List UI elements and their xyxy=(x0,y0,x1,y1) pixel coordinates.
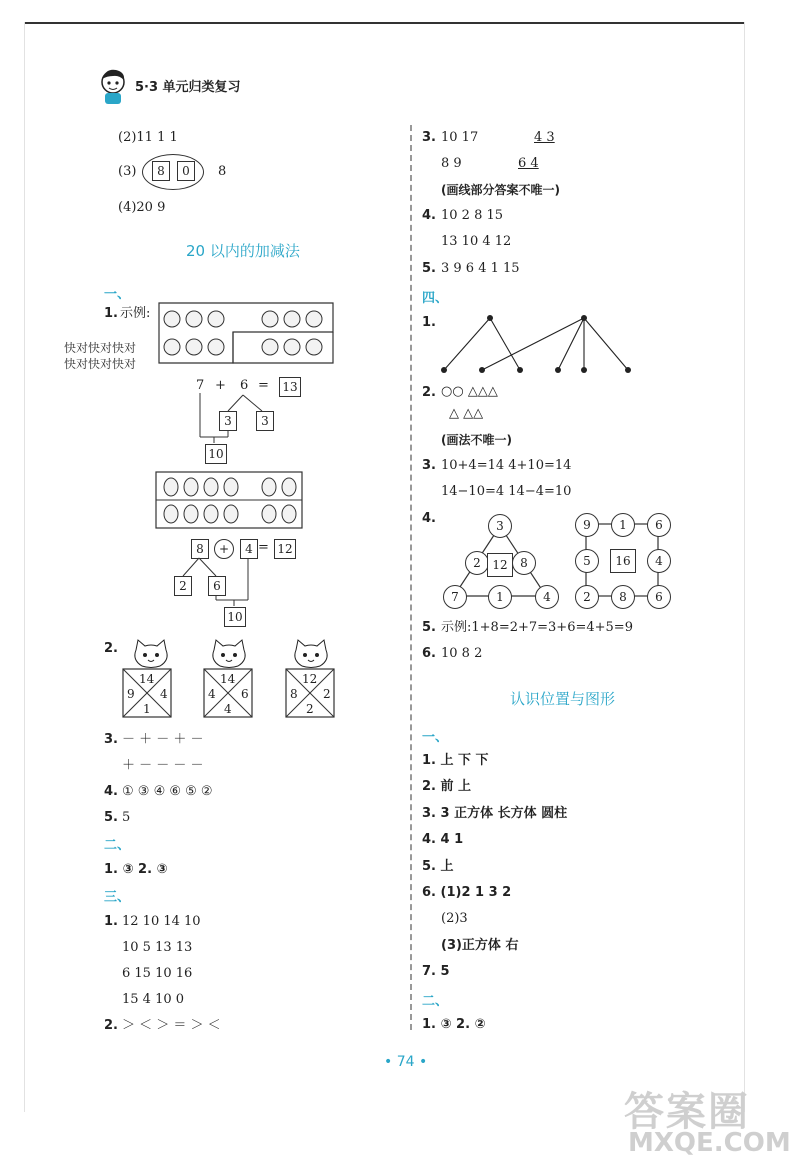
section-4-heading: 四、 xyxy=(422,291,449,306)
pear-frame-figure xyxy=(155,471,303,529)
q1-number: 1. xyxy=(104,306,118,321)
r-q4-row-2: 13 10 4 12 xyxy=(441,234,512,249)
cat3-bottom: 2 xyxy=(306,702,314,716)
tri-mid-right: 8 xyxy=(512,551,536,575)
r-q3-row1-fixed: 10 17 xyxy=(441,130,479,145)
header-rule xyxy=(24,22,744,24)
eq2-split-2: 6 xyxy=(208,576,226,596)
unit2-q5: 5. 上 xyxy=(422,859,454,874)
eq2-result: 12 xyxy=(274,539,296,559)
s4-q1-number: 1. xyxy=(422,315,436,330)
cat3-right: 2 xyxy=(323,687,331,701)
q5-number: 5. xyxy=(104,810,118,825)
eq1-split-1: 3 xyxy=(219,411,237,431)
s3-q1-row-4: 15 4 10 0 xyxy=(122,992,185,1007)
unit2-q2: 2. 前 上 xyxy=(422,779,472,794)
page-number: • 74 • xyxy=(384,1054,428,1070)
s4-q2-number: 2. xyxy=(422,385,436,400)
q2-number: 2. xyxy=(104,641,118,656)
cat-head-icon xyxy=(130,638,172,670)
s4-q3-number: 3. xyxy=(422,458,436,473)
tri-top: 3 xyxy=(488,514,512,538)
eq1-equals: = xyxy=(258,378,269,393)
r-q4-row-1: 10 2 8 15 xyxy=(441,208,504,223)
q3-row-1: － ＋ － ＋ － xyxy=(122,732,204,747)
s4-q3-row-2: 14−10=4 14−4=10 xyxy=(441,484,572,499)
eq2-operand-a: 8 xyxy=(191,539,209,559)
cat1-right: 4 xyxy=(160,687,168,701)
s4-q5-number: 5. xyxy=(422,620,436,635)
prev-answer-3-value: 8 xyxy=(218,164,227,179)
s3-q1-row-3: 6 15 10 16 xyxy=(122,966,193,981)
sq-mid-left: 5 xyxy=(575,549,599,573)
digit-card-0: 0 xyxy=(177,161,195,181)
q4-answers: ① ③ ④ ⑥ ⑤ ② xyxy=(122,784,213,799)
s4-q5-answer: 示例:1+8=2+7=3+6=4+5=9 xyxy=(441,620,633,635)
unit-title-position-shapes: 认识位置与图形 xyxy=(510,690,616,708)
s4-q3-row-1: 10+4=14 4+10=14 xyxy=(441,458,572,473)
column-divider xyxy=(410,125,412,1030)
s4-q2-note: (画法不唯一) xyxy=(441,433,512,447)
eq1-operand-b: 6 xyxy=(240,378,249,393)
section-3-heading: 三、 xyxy=(104,890,131,905)
unit2-q6-row-1: 6. (1)2 1 3 2 xyxy=(422,885,512,900)
r-q5-answers: 3 9 6 4 1 15 xyxy=(441,261,520,276)
eq1-result: 13 xyxy=(279,377,301,397)
sq-bottom-left: 2 xyxy=(575,585,599,609)
s4-q6-number: 6. xyxy=(422,646,436,661)
unit2-q3: 3. 3 正方体 长方体 圆柱 xyxy=(422,806,568,821)
r-q4-number: 4. xyxy=(422,208,436,223)
prev-answer-2: (2)11 1 1 xyxy=(118,130,178,145)
section-1-heading: 一、 xyxy=(104,287,131,302)
r-q3-row2-underlined: 6 4 xyxy=(518,156,539,171)
r-q3-number: 3. xyxy=(422,130,436,145)
cat-head-icon xyxy=(290,638,332,670)
unit2-q4: 4. 4 1 xyxy=(422,832,464,847)
cat2-bottom: 4 xyxy=(224,702,232,716)
tri-bottom-left: 7 xyxy=(443,585,467,609)
section-2-heading: 二、 xyxy=(104,838,131,853)
eq1-operand-a: 7 xyxy=(196,378,205,393)
unit2-q1: 1. 上 下 下 xyxy=(422,753,489,768)
watermark-logo: 答案圈 xyxy=(624,1089,750,1135)
page-right-edge xyxy=(744,22,745,1112)
unit2-q6-row-3: (3)正方体 右 xyxy=(441,938,519,953)
r-q3-row2-fixed: 8 9 xyxy=(441,156,462,171)
cat2-left: 4 xyxy=(208,687,216,701)
watermark-url: MXQE.COM xyxy=(628,1128,791,1158)
unit2-section-2-heading: 二、 xyxy=(422,994,449,1009)
cat1-bottom: 1 xyxy=(143,702,151,716)
eq2-ten: 10 xyxy=(224,607,246,627)
cat-head-icon xyxy=(208,638,250,670)
s3-q1-row-2: 10 5 13 13 xyxy=(122,940,193,955)
s4-q2-row-2: △ △△ xyxy=(449,406,484,421)
handwriting-2: 快对快对快对 xyxy=(64,357,137,371)
s4-q2-row-1: ○○ △△△ xyxy=(441,384,498,399)
cat3-left: 8 xyxy=(290,687,298,701)
q3-number: 3. xyxy=(104,732,118,747)
eq2-equals: = xyxy=(258,540,269,555)
cat1-left: 9 xyxy=(127,687,135,701)
eq1-split-2: 3 xyxy=(256,411,274,431)
s3-q1-row-1: 12 10 14 10 xyxy=(122,914,201,929)
sq-top-middle: 1 xyxy=(611,513,635,537)
prev-answer-4: (4)20 9 xyxy=(118,200,166,215)
header-title: 5·3 单元归类复习 xyxy=(135,80,241,95)
s2-q1: 1. ③ 2. ③ xyxy=(104,862,168,877)
tri-bottom-right: 4 xyxy=(535,585,559,609)
unit2-section-1-heading: 一、 xyxy=(422,730,449,745)
unit2-q7: 7. 5 xyxy=(422,964,450,979)
tri-mid-left: 2 xyxy=(465,551,489,575)
eq2-operand-b: 4 xyxy=(240,539,258,559)
eq2-split-1: 2 xyxy=(174,576,192,596)
apple-frame-figure xyxy=(158,302,334,364)
s4-q4-number: 4. xyxy=(422,511,436,526)
sq-bottom-middle: 8 xyxy=(611,585,635,609)
eq1-plus: + xyxy=(215,378,226,393)
eq2-plus-circle: + xyxy=(214,539,234,559)
sq-bottom-right: 6 xyxy=(647,585,671,609)
r-q3-note: (画线部分答案不唯一) xyxy=(441,183,560,197)
digit-card-8: 8 xyxy=(152,161,170,181)
boy-mascot-icon xyxy=(96,66,130,106)
q1-example-label: 示例: xyxy=(120,306,151,321)
sq-top-right: 6 xyxy=(647,513,671,537)
handwriting-1: 快对快对快对 xyxy=(64,341,137,355)
s3-q2-number: 2. xyxy=(104,1018,118,1033)
unit-title-addition: 20 以内的加减法 xyxy=(186,242,300,260)
cat2-right: 6 xyxy=(241,687,249,701)
s3-q2-answers: ＞ ＜ ＞ ＝ ＞ ＜ xyxy=(122,1018,221,1033)
line-connection-figure xyxy=(438,312,634,376)
prev-answer-3-label: (3) xyxy=(118,164,137,179)
cat3-top: 12 xyxy=(302,672,318,686)
cat2-top: 14 xyxy=(220,672,236,686)
tri-center-sum: 12 xyxy=(487,553,513,577)
tri-bottom-middle: 1 xyxy=(488,585,512,609)
q5-answer: 5 xyxy=(122,810,131,825)
unit2-s2-q1: 1. ③ 2. ② xyxy=(422,1017,486,1032)
sq-top-left: 9 xyxy=(575,513,599,537)
sq-center-sum: 16 xyxy=(610,549,636,573)
r-q3-row1-underlined: 4 3 xyxy=(534,130,555,145)
s4-q6-answers: 10 8 2 xyxy=(441,646,483,661)
r-q5-number: 5. xyxy=(422,261,436,276)
eq1-ten: 10 xyxy=(205,444,227,464)
page-left-edge xyxy=(24,22,25,1112)
q4-number: 4. xyxy=(104,784,118,799)
cat1-top: 14 xyxy=(139,672,155,686)
q3-row-2: ＋ － － － － xyxy=(122,758,204,773)
sq-mid-right: 4 xyxy=(647,549,671,573)
unit2-q6-row-2: (2)3 xyxy=(441,911,468,926)
s3-q1-number: 1. xyxy=(104,914,118,929)
